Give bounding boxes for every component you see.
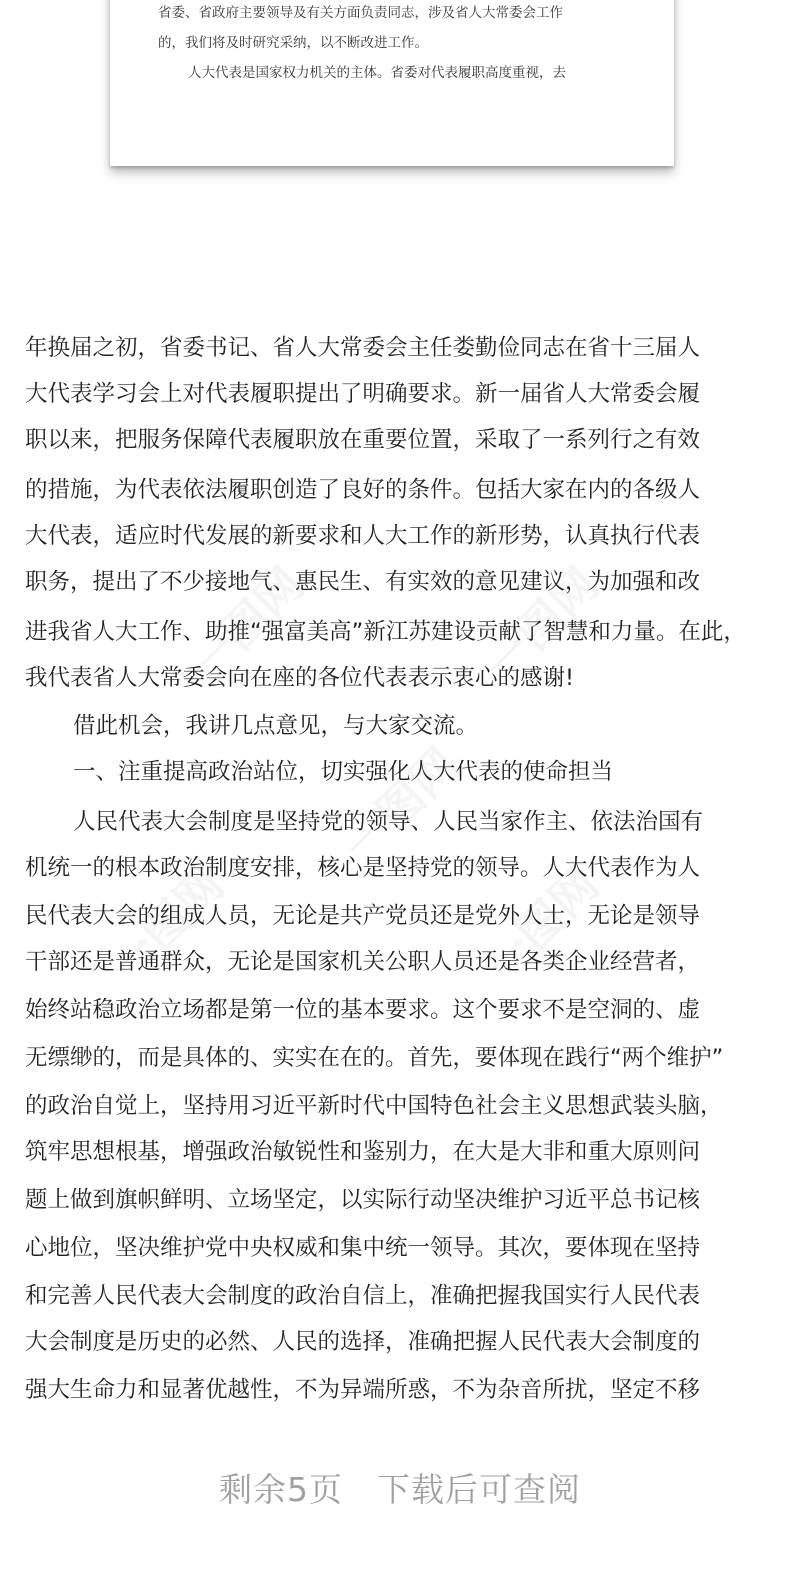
document-line: 进我省人大工作、助推“强富美高”新江苏建设贡献了智慧和力量。在此，	[25, 619, 746, 645]
document-line: 题上做到旗帜鲜明、立场坚定，以实际行动坚决维护习近平总书记核	[25, 1187, 701, 1213]
watermark: 一图网	[178, 557, 315, 694]
document-line: 的措施，为代表依法履职创造了良好的条件。包括大家在内的各级人	[25, 477, 701, 503]
download-to-view-link[interactable]: 下载后可查阅	[377, 1470, 581, 1509]
watermark: 一图网	[473, 557, 610, 694]
document-line: 始终站稳政治立场都是第一位的基本要求。这个要求不是空洞的、虚	[25, 997, 701, 1023]
preview-line: 省委、省政府主要领导及有关方面负责同志，涉及省人大常委会工作	[158, 5, 563, 21]
document-line: 借此机会，我讲几点意见，与大家交流。	[73, 713, 479, 739]
document-line: 无缥缈的，而是具体的、实实在在的。首先，要体现在践行“两个维护”	[25, 1045, 724, 1071]
download-prompt[interactable]	[0, 1468, 800, 1512]
document-line: 年换届之初，省委书记、省人大常委会主任娄勤俭同志在省十三届人	[25, 335, 701, 361]
document-line: 大代表学习会上对代表履职提出了明确要求。新一届省人大常委会履	[25, 381, 701, 407]
section-heading: 一、注重提高政治站位，切实强化人大代表的使命担当	[73, 759, 614, 785]
document-line: 机统一的根本政治制度安排，核心是坚持党的领导。人大代表作为人	[25, 855, 701, 881]
document-line: 的政治自觉上，坚持用习近平新时代中国特色社会主义思想武装头脑，	[25, 1093, 723, 1119]
document-line: 职务，提出了不少接地气、惠民生、有实效的意见建议，为加强和改	[25, 569, 701, 595]
watermark: 一图网	[333, 737, 470, 874]
document-line: 和完善人民代表大会制度的政治自信上，准确把握我国实行人民代表	[25, 1283, 701, 1309]
document-line: 强大生命力和显著优越性，不为异端所惑，不为杂音所扰，坚定不移	[25, 1377, 701, 1403]
watermark: 一图网	[473, 857, 610, 994]
preview-line: 人大代表是国家权力机关的主体。省委对代表履职高度重视，去	[188, 65, 566, 81]
preview-line: 的，我们将及时研究采纳，以不断改进工作。	[158, 35, 428, 51]
document-line: 筑牢思想根基，增强政治敏锐性和鉴别力，在大是大非和重大原则问	[25, 1139, 701, 1165]
document-line: 人民代表大会制度是坚持党的领导、人民当家作主、依法治国有	[73, 809, 704, 835]
document-line: 心地位，坚决维护党中央权威和集中统一领导。其次，要体现在坚持	[25, 1235, 701, 1261]
document-line: 干部还是普通群众，无论是国家机关公职人员还是各类企业经营者，	[25, 949, 701, 975]
document-line: 职以来，把服务保障代表履职放在重要位置，采取了一系列行之有效	[25, 427, 701, 453]
document-line: 大代表，适应时代发展的新要求和人大工作的新形势，认真执行代表	[25, 523, 701, 549]
watermark: 一图网	[98, 857, 235, 994]
document-line: 民代表大会的组成人员，无论是共产党员还是党外人士，无论是领导	[25, 903, 701, 929]
remaining-pages-label: 剩余5页	[219, 1470, 343, 1509]
document-line: 我代表省人大常委会向在座的各位代表表示衷心的感谢!	[25, 665, 575, 691]
document-line: 大会制度是历史的必然、人民的选择，准确把握人民代表大会制度的	[25, 1329, 701, 1355]
preview-page-card	[110, 0, 674, 166]
